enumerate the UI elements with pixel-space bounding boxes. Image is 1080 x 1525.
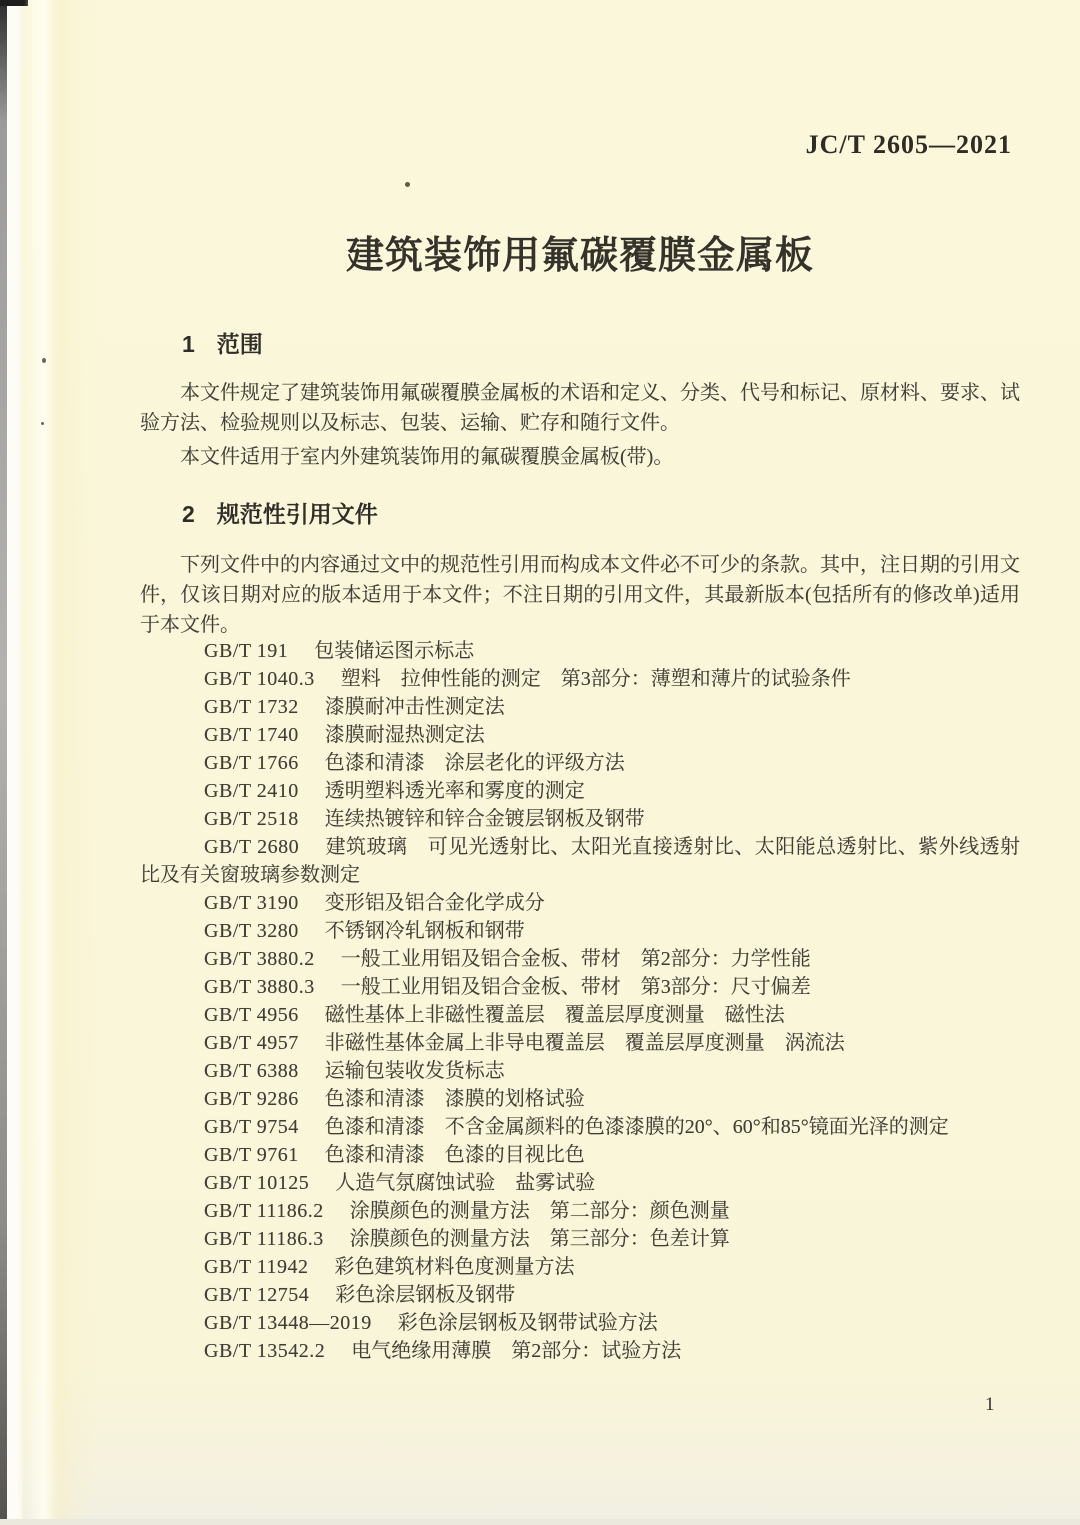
- paper-speck: [42, 358, 46, 363]
- reference-title: 连续热镀锌和锌合金镀层钢板及钢带: [324, 808, 645, 830]
- reference-title: 运输包装收发货标志: [324, 1060, 505, 1082]
- reference-title: 一般工业用铝及铝合金板、带材 第2部分：力学性能: [340, 948, 811, 970]
- reference-item: [140, 721, 1020, 749]
- reference-title: 不锈钢冷轧钢板和钢带: [324, 920, 525, 942]
- reference-title: 色漆和清漆 不含金属颜料的色漆漆膜的20°、60°和85°镜面光泽的测定: [324, 1116, 949, 1138]
- reference-item: [140, 1113, 1020, 1141]
- reference-title: 色漆和清漆 涂层老化的评级方法: [324, 752, 625, 774]
- reference-item: [140, 1309, 1020, 1337]
- paper-speck: [41, 422, 44, 425]
- reference-item: [140, 1029, 1020, 1057]
- scope-paragraph-2: 本文件适用于室内外建筑装饰用的氟碳覆膜金属板(带)。: [180, 446, 674, 468]
- reference-code: GB/T 2680: [204, 836, 300, 858]
- reference-title: 变形铝及铝合金化学成分: [324, 892, 545, 914]
- reference-code: GB/T 2410: [204, 780, 299, 802]
- references-intro-paragraph: 下列文件中的内容通过文中的规范性引用而构成本文件必不可少的条款。其中，注日期的引用文件，仅该日期对应的版本适用于本文件；不注日期的引用文件，其最新版本(包括所有的修改单)适用于本文件。: [140, 554, 1020, 636]
- reference-item: [140, 805, 1020, 833]
- reference-code: GB/T 1766: [204, 752, 299, 774]
- reference-title: 人造气氛腐蚀试验 盐雾试验: [335, 1172, 596, 1194]
- normative-references-list: [140, 637, 1020, 1365]
- reference-title: 涂膜颜色的测量方法 第三部分：色差计算: [349, 1228, 730, 1250]
- reference-code: GB/T 191: [204, 640, 289, 662]
- section-1-heading: [182, 326, 263, 359]
- reference-item: [140, 1085, 1020, 1113]
- document-title: 建筑装饰用氟碳覆膜金属板: [345, 235, 814, 277]
- reference-code: GB/T 11186.2: [204, 1200, 324, 1222]
- reference-item: [140, 665, 1020, 693]
- reference-title: 一般工业用铝及铝合金板、带材 第3部分：尺寸偏差: [340, 976, 811, 998]
- reference-item: [140, 1001, 1020, 1029]
- reference-code: GB/T 3880.2: [204, 948, 315, 970]
- section-2-heading: [182, 496, 378, 529]
- reference-item: [140, 749, 1020, 777]
- reference-item: [140, 1281, 1020, 1309]
- reference-title: 色漆和清漆 色漆的目视比色: [324, 1144, 585, 1166]
- reference-title: 透明塑料透光率和雾度的测定: [324, 780, 585, 802]
- reference-code: GB/T 13448—2019: [204, 1312, 372, 1334]
- reference-title: 磁性基体上非磁性覆盖层 覆盖层厚度测量 磁性法: [324, 1004, 785, 1026]
- reference-code: GB/T 1732: [204, 696, 299, 718]
- scan-edge-margin: [7, 0, 23, 1525]
- reference-code: GB/T 10125: [204, 1172, 310, 1194]
- reference-code: GB/T 13542.2: [204, 1340, 326, 1362]
- reference-code: GB/T 1740: [204, 724, 299, 746]
- reference-title: 涂膜颜色的测量方法 第二部分：颜色测量: [349, 1200, 730, 1222]
- reference-item: [140, 1057, 1020, 1085]
- section-1-number: 1: [182, 331, 195, 357]
- reference-title: 彩色涂层钢板及钢带试验方法: [397, 1312, 658, 1334]
- reference-code: GB/T 9286: [204, 1088, 299, 1110]
- reference-code: GB/T 3880.3: [204, 976, 315, 998]
- reference-code: GB/T 12754: [204, 1284, 310, 1306]
- reference-item: [140, 917, 1020, 945]
- reference-code: GB/T 9754: [204, 1116, 299, 1138]
- reference-title: 彩色建筑材料色度测量方法: [334, 1256, 575, 1278]
- reference-item: [140, 1197, 1020, 1225]
- reference-title: 建筑玻璃 可见光透射比、太阳光直接透射比、太阳能总透射比、紫外线透射比及有关窗玻璃参数测定: [140, 836, 1020, 886]
- reference-code: GB/T 2518: [204, 808, 299, 830]
- paper-shading: [60, 0, 100, 1525]
- scope-paragraph-1: 本文件规定了建筑装饰用氟碳覆膜金属板的术语和定义、分类、代号和标记、原材料、要求、试验方法、检验规则以及标志、包装、运输、贮存和随行文件。: [140, 382, 1020, 434]
- reference-title: 塑料 拉伸性能的测定 第3部分：薄塑和薄片的试验条件: [340, 668, 851, 690]
- reference-item: [140, 945, 1020, 973]
- reference-code: GB/T 4956: [204, 1004, 299, 1026]
- reference-code: GB/T 11186.3: [204, 1228, 324, 1250]
- reference-item: [140, 833, 1020, 889]
- reference-code: GB/T 3190: [204, 892, 299, 914]
- reference-item: [140, 777, 1020, 805]
- page-number: 1: [985, 1394, 995, 1415]
- reference-code: GB/T 11942: [204, 1256, 309, 1278]
- section-2-title: 规范性引用文件: [216, 501, 378, 527]
- scan-edge-shadow: [0, 0, 7, 1525]
- reference-code: GB/T 3280: [204, 920, 299, 942]
- reference-item: [140, 693, 1020, 721]
- reference-title: 彩色涂层钢板及钢带: [335, 1284, 516, 1306]
- reference-code: GB/T 9761: [204, 1144, 299, 1166]
- reference-title: 包装储运图示标志: [314, 640, 475, 662]
- reference-title: 电气绝缘用薄膜 第2部分：试验方法: [351, 1340, 682, 1362]
- reference-code: GB/T 4957: [204, 1032, 299, 1054]
- reference-item: [140, 1253, 1020, 1281]
- reference-title: 漆膜耐湿热测定法: [324, 724, 485, 746]
- reference-title: 色漆和清漆 漆膜的划格试验: [324, 1088, 585, 1110]
- reference-title: 非磁性基体金属上非导电覆盖层 覆盖层厚度测量 涡流法: [324, 1032, 845, 1054]
- reference-item: [140, 973, 1020, 1001]
- reference-code: GB/T 6388: [204, 1060, 299, 1082]
- standard-number: JC/T 2605—2021: [805, 130, 1012, 159]
- reference-item: [140, 1225, 1020, 1253]
- reference-item: [140, 1169, 1020, 1197]
- section-2-number: 2: [182, 501, 195, 527]
- page-content: [140, 0, 1020, 1525]
- section-1-title: 范围: [216, 331, 263, 357]
- reference-item: [140, 637, 1020, 665]
- reference-item: [140, 1337, 1020, 1365]
- reference-item: [140, 1141, 1020, 1169]
- reference-title: 漆膜耐冲击性测定法: [324, 696, 505, 718]
- reference-code: GB/T 1040.3: [204, 668, 315, 690]
- reference-item: [140, 889, 1020, 917]
